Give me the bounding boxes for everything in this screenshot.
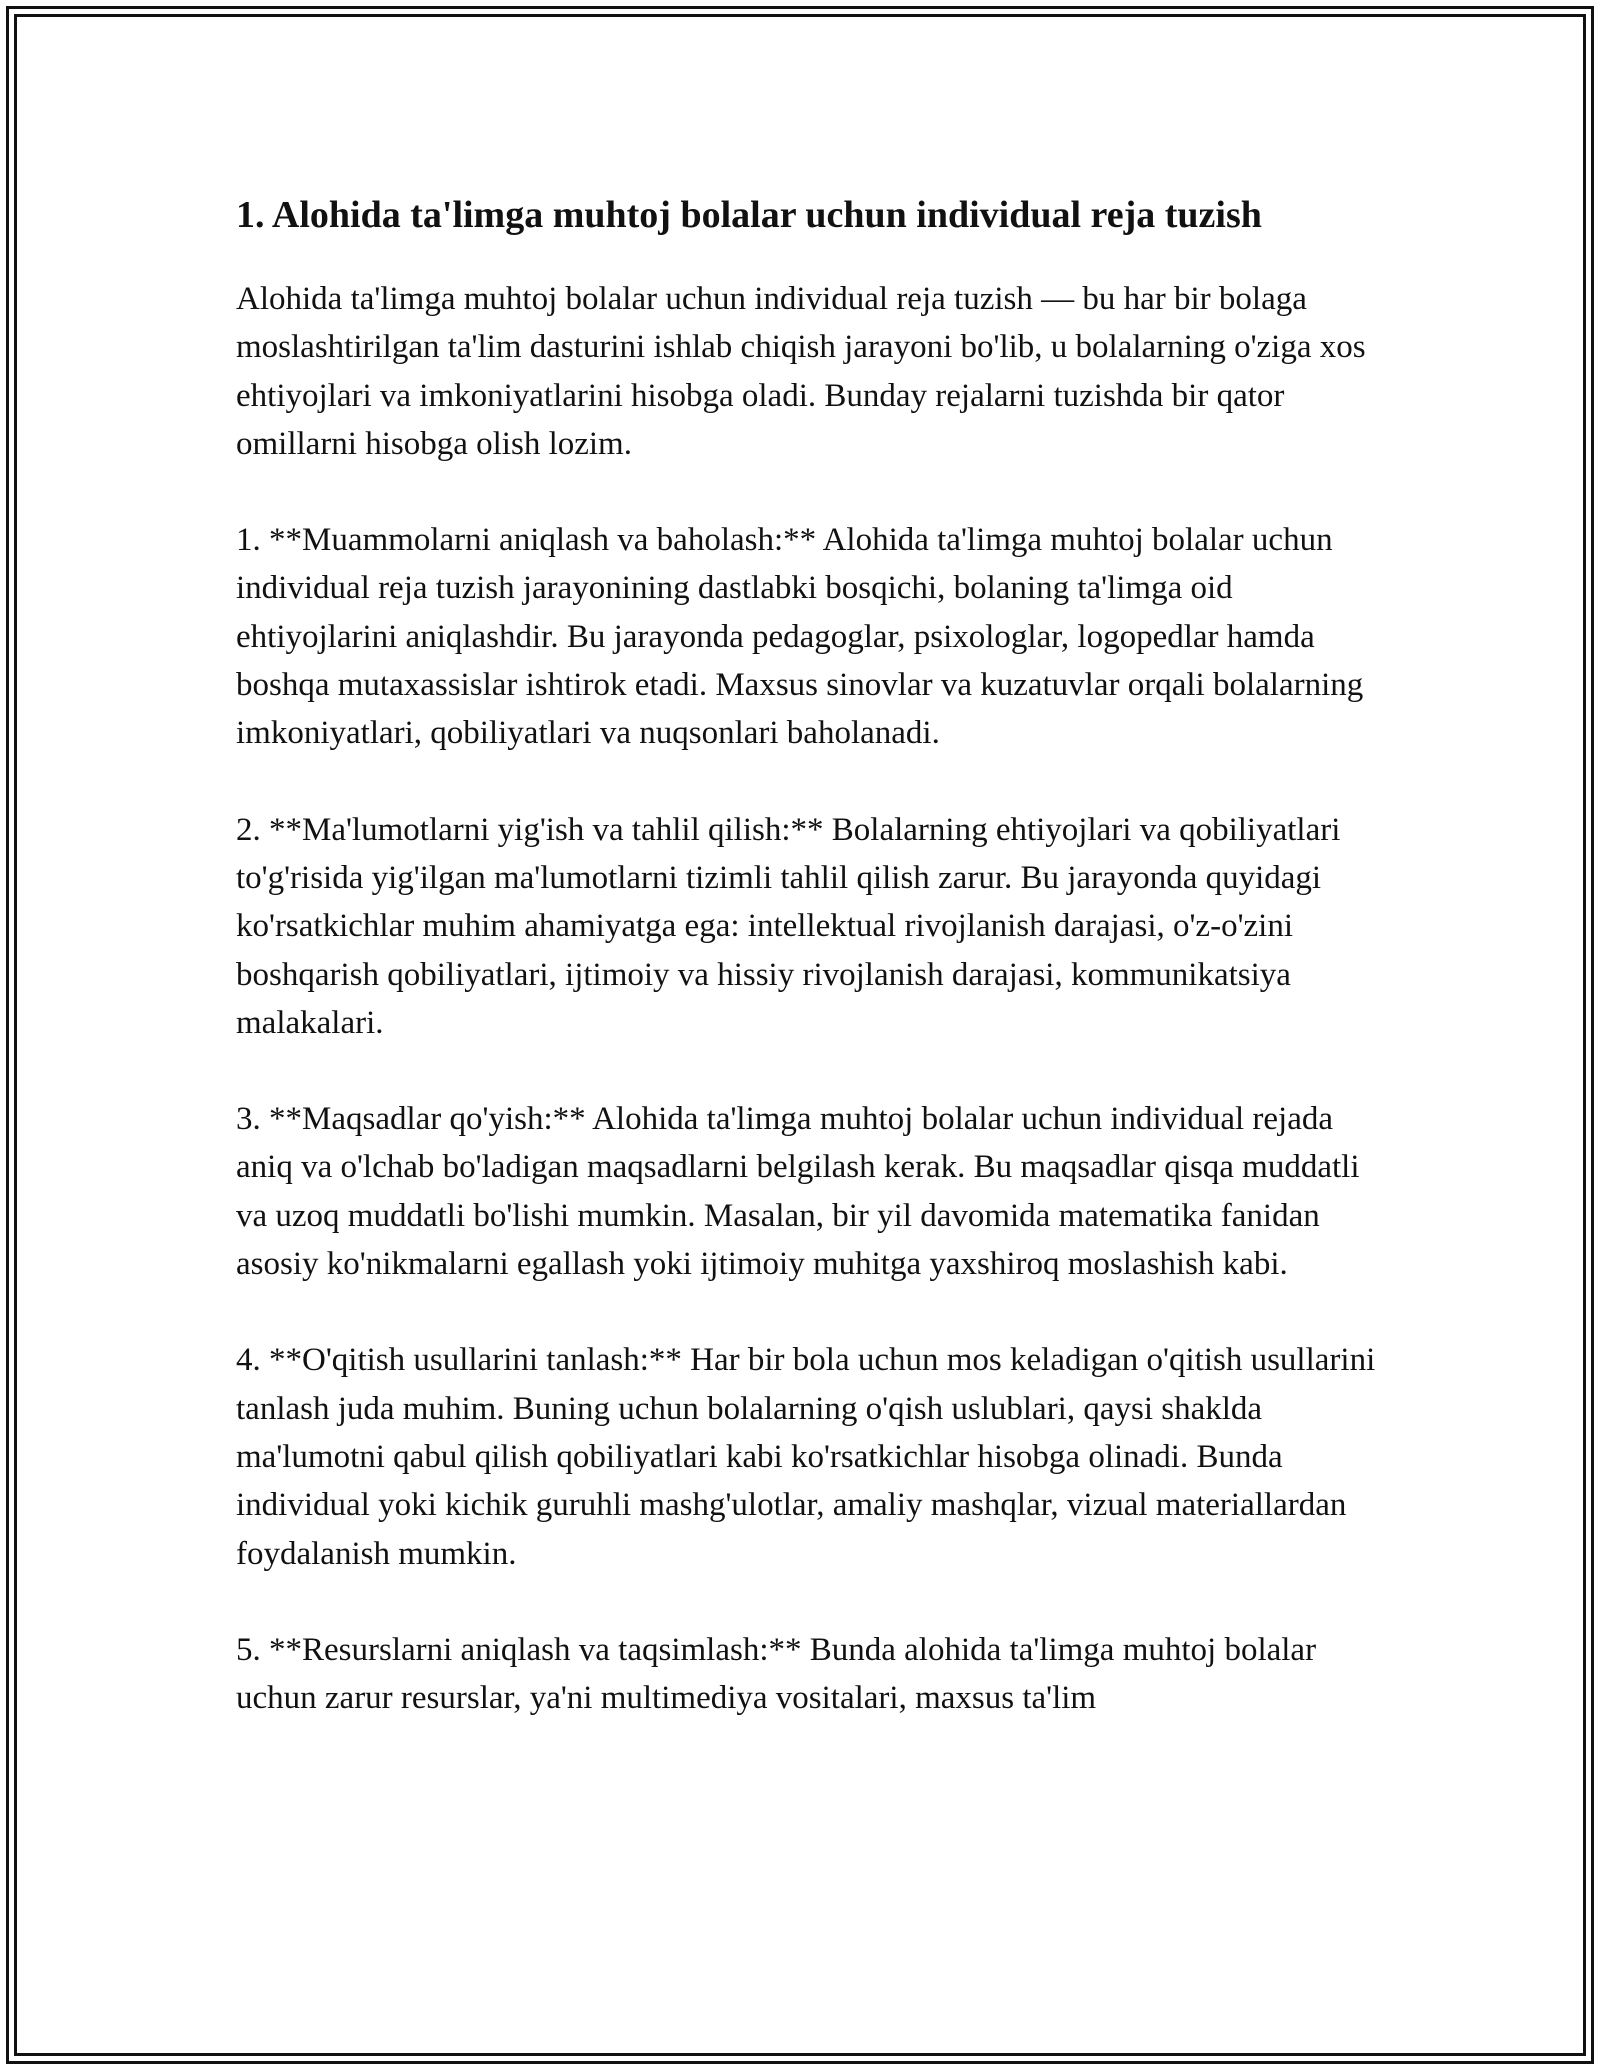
document-body — [236, 188, 1376, 1770]
document-title: 1. Alohida ta'limga muhtoj bolalar uchun individual reja tuzish — [236, 194, 1262, 236]
paragraph-step-1: 1. **Muammolarni aniqlash va baholash:** Alohida ta'limga muhtoj bolalar uchun individual reja tuzish jarayonining dastlabki bosqichi, bolaning ta'limga oid ehtiyojlarini aniqlashdir. Bu jarayonda pedagoglar, psixologlar, logopedlar hamda boshqa mutaxassislar ishtirok etadi. Maxsus sinovlar va kuzatuvlar orqali bolalarning imkoniyatlari, qobiliyatlari va nuqsonlari baholanadi. — [236, 522, 1364, 752]
paragraph-step-3: 3. **Maqsadlar qo'yish:** Alohida ta'limga muhtoj bolalar uchun individual rejada aniq va o'lchab bo'ladigan maqsadlarni belgilash kerak. Bu maqsadlar qisqa muddatli va uzoq muddatli bo'lishi mumkin. Masalan, bir yil davomida matematika fanidan asosiy ko'nikmalarni egallash yoki ijtimoiy muhitga yaxshiroq moslashish kabi. — [236, 1101, 1360, 1283]
paragraph-step-4: 4. **O'qitish usullarini tanlash:** Har bir bola uchun mos keladigan o'qitish usullarini tanlash juda muhim. Buning uchun bolalarning o'qish uslublari, qaysi shaklda ma'lumotni qabul qilish qobiliyatlari kabi ko'rsatkichlar hisobga olinadi. Bunda individual yoki kichik guruhli mashg'ulotlar, amaliy mashqlar, vizual materiallardan foydalanish mumkin. — [236, 1342, 1376, 1572]
paragraph-step-2: 2. **Ma'lumotlarni yig'ish va tahlil qilish:** Bolalarning ehtiyojlari va qobiliyatlari to'g'risida yig'ilgan ma'lumotlarni tizimli tahlil qilish zarur. Bu jarayonda quyidagi ko'rsatkichlar muhim ahamiyatga ega: intellektual rivojlanish darajasi, o'z-o'zini boshqarish qobiliyatlari, ijtimoiy va hissiy rivojlanish darajasi, kommunikatsiya malakalari. — [236, 811, 1341, 1041]
intro-paragraph: Alohida ta'limga muhtoj bolalar uchun individual reja tuzish — bu har bir bolaga moslashtirilgan ta'lim dasturini ishlab chiqish jarayoni bo'lib, u bolalarning o'ziga xos ehtiyojlari va imkoniyatlarini hisobga oladi. Bunday rejalarni tuzishda bir qator omillarni hisobga olish lozim. — [236, 281, 1366, 462]
paragraph-step-5: 5. **Resurslarni aniqlash va taqsimlash:** Bunda alohida ta'limga muhtoj bolalar uchun zarur resurslar, ya'ni multimediya vositalari, maxsus ta'lim — [236, 1631, 1317, 1717]
